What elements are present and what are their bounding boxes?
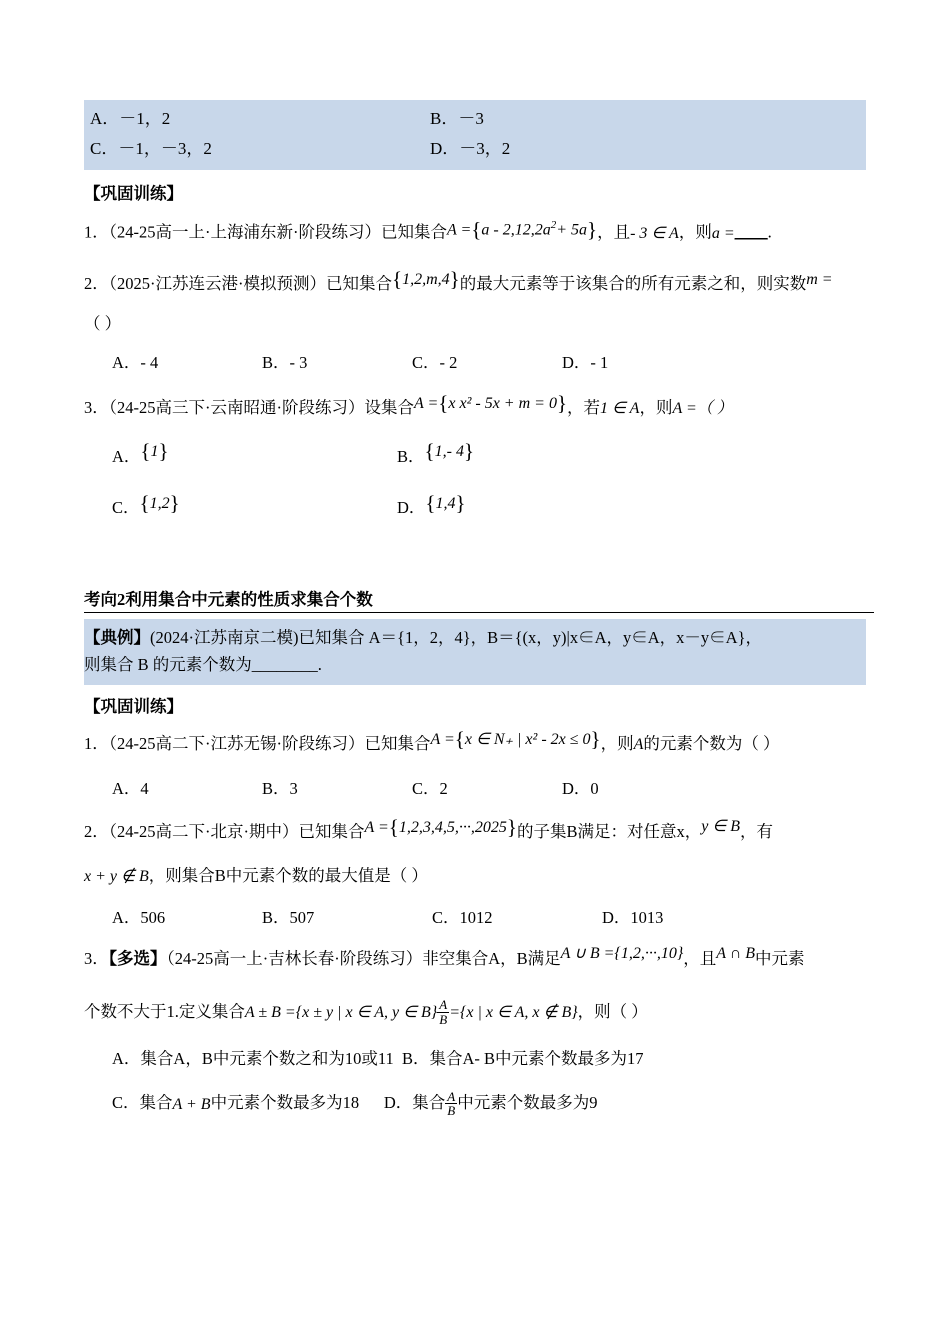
s2q1-option-b[interactable]: B．3 [262, 778, 298, 798]
s2-question-2-line2 [84, 863, 874, 890]
q2-option-b[interactable]: B．- 3 [262, 353, 308, 373]
q1-text-before: 已知集合 [380, 222, 447, 242]
s2q2-cond-2: x + y ∉ B [84, 867, 149, 885]
s2q3-text-mid: ，且 [683, 948, 717, 968]
s2q1-text-mid: ，则 [600, 734, 634, 754]
q1-condition: - 3 ∈ A [630, 224, 679, 242]
s2q2-source: （24-25高二下·北京·期中） [108, 821, 299, 841]
q3-source: （24-25高三下·云南昭通·阶段练习） [108, 398, 365, 418]
s2q3-def-2: ={x | x ∈ A, x ∉ B} [449, 1004, 578, 1022]
option-d[interactable]: D．－3，2 [430, 139, 511, 158]
q2-paren: （ ） [84, 314, 122, 334]
typical-line-2: 则集合 B 的元素个数为________. [84, 655, 322, 675]
s2q2-text-before: 已知集合 [298, 821, 365, 841]
s2q1-var: A [633, 736, 644, 754]
s2q3-option-b[interactable]: B．集合A- B中元素个数最多为17 [401, 1049, 644, 1069]
option-c[interactable]: C．－1，－3，2 [90, 139, 212, 158]
q3-condition: 1 ∈ A [600, 400, 640, 418]
s2q1-option-c[interactable]: C．2 [412, 778, 448, 798]
s2-question-2 [84, 814, 874, 847]
q3-options-row-2 [84, 491, 874, 522]
typical-label: 【典例】 [84, 628, 150, 648]
s2q3-def-1: A ± B ={x ± y | x ∈ A, y ∈ B} [244, 1004, 438, 1022]
top-options-row-1 [90, 104, 860, 134]
q3-option-c[interactable]: C．{1,2} [112, 491, 180, 518]
s2q1-number: 1． [84, 734, 109, 754]
typical-example-block [84, 619, 866, 685]
q3-text-mid: ，若 [567, 398, 601, 418]
s2q1-option-a[interactable]: A．4 [112, 778, 149, 798]
q3-option-d[interactable]: D．{1,4} [397, 491, 466, 518]
q3-answer: A =（ ） [672, 400, 733, 418]
q2-number: 2． [84, 274, 109, 294]
q3-options-row-1 [84, 439, 874, 471]
s2q2-options [84, 904, 874, 928]
document-content [84, 100, 874, 1119]
q3-option-a[interactable]: A．{1} [112, 439, 169, 466]
s2q3-option-d[interactable]: D．集合 $\frac{A}{B}$ 中元素个数最多为9 [383, 1088, 598, 1119]
s2-question-1 [84, 726, 874, 759]
q2-set: {1,2,m,4} [392, 267, 460, 292]
s2q1-options [84, 775, 874, 799]
q2-text-before: 已知集合 [326, 274, 392, 294]
q2-option-d[interactable]: D．- 1 [562, 353, 609, 373]
s2q2-number: 2． [84, 821, 109, 841]
q2-text-mid: 的最大元素等于该集合的所有元素之和，则实数 [459, 274, 807, 294]
q3-text-after: ，则 [639, 398, 673, 418]
s2q3-option-c-math: A + B [172, 1095, 211, 1113]
s2q3-line2-before: 个数不大于1.定义集合 [84, 1002, 245, 1022]
s2q3-line2-after: ，则（ ） [577, 1002, 648, 1022]
s2q3-text-before: 非空集合A，B满足 [422, 948, 561, 968]
q2-answer-var: m = [806, 270, 833, 288]
s2q1-source: （24-25高二下·江苏无锡·阶段练习） [108, 734, 365, 754]
s2q2-option-c[interactable]: C．1012 [432, 907, 493, 927]
top-options-block [84, 100, 866, 170]
s2q3-number: 3． [84, 948, 109, 968]
question-3 [84, 390, 874, 423]
q3-option-a-set: {1} [140, 439, 169, 464]
s2q2-cond-1: y ∈ B [701, 818, 741, 836]
s2q1-text-before: 已知集合 [364, 734, 431, 754]
q1-number: 1． [84, 222, 109, 242]
typical-text-1: 已知集合 A＝{1，2，4}，B＝{(x，y)|x∈A，y∈A，x－y∈A}， [298, 628, 762, 648]
q1-text-after: ，则 [678, 222, 712, 242]
question-2 [84, 267, 874, 299]
s2q2-formula: A ={1,2,3,4,5,···,2025} [364, 814, 517, 839]
s2q3-option-a[interactable]: A．集合A，B中元素个数之和为10或11 [112, 1049, 394, 1069]
s2q3-source: （24-25高一上·吉林长春·阶段练习） [166, 948, 423, 968]
q3-number: 3． [84, 398, 109, 418]
section-heading-kaoxiang-2: 考向2利用集合中元素的性质求集合个数 [84, 586, 874, 613]
top-options-row-2 [90, 134, 860, 164]
s2q3-fraction: $\frac{A}{B}$ [439, 997, 448, 1027]
s2q3-cond-2: A ∩ B [716, 945, 756, 963]
s2q1-text-after: 的元素个数为（ ） [643, 734, 780, 754]
q3-text-before: 设集合 [364, 398, 414, 418]
q3-option-c-set: {1,2} [139, 491, 180, 516]
q3-option-d-set: {1,4} [425, 491, 466, 516]
s2q3-cond-1: A ∪ B ={1,2,···,10} [560, 945, 684, 963]
s2q2-option-a[interactable]: A．506 [112, 907, 166, 927]
q2-source: （2025·江苏连云港·模拟预测） [108, 274, 326, 294]
s2q3-options-row-2 [84, 1089, 874, 1118]
q1-period: . [767, 222, 772, 242]
q1-formula: $A =\{a - 2,12,2a^2+ 5a\}$ [446, 217, 598, 242]
s2q3-options-row-1 [84, 1045, 874, 1069]
option-b[interactable]: B．－3 [430, 109, 484, 128]
consolidate-label-2: 【巩固训练】 [84, 697, 183, 717]
q1-text-mid: ，且 [597, 222, 631, 242]
q1-blank[interactable]: ____ [734, 222, 768, 242]
s2-question-3 [84, 946, 874, 973]
s2q2-text-mid-2: ，有 [740, 821, 774, 841]
q2-option-c[interactable]: C．- 2 [412, 353, 458, 373]
q1-answer-var: a = [711, 224, 735, 242]
s2-question-3-line2 [84, 999, 874, 1027]
s2q3-text-after: 中元素 [755, 948, 805, 968]
q3-option-b[interactable]: B．{1,- 4} [397, 439, 475, 466]
option-a[interactable]: A．－1，2 [90, 109, 171, 128]
s2q2-option-b[interactable]: B．507 [262, 907, 315, 927]
q2-options [84, 349, 874, 373]
s2q3-multi-label: 【多选】 [108, 948, 167, 968]
typical-line-1 [84, 624, 860, 651]
q3-option-b-set: {1,- 4} [424, 439, 475, 464]
q3-formula: A ={x x² - 5x + m = 0} [413, 390, 568, 415]
s2q1-formula: A ={x ∈ N₊ | x² - 2x ≤ 0} [430, 726, 601, 751]
s2q2-option-d[interactable]: D．1013 [602, 907, 664, 927]
s2q1-option-d[interactable]: D．0 [562, 778, 599, 798]
typical-source: (2024·江苏南京二模) [150, 628, 299, 648]
s2q3-option-c[interactable]: C．集合A + B中元素个数最多为18 [112, 1093, 360, 1113]
q1-source: （24-25高一上·上海浦东新·阶段练习） [108, 222, 381, 242]
s2q2-text-after: ，则集合B中元素个数的最大值是（ ） [148, 865, 428, 885]
q2-option-a[interactable]: A．- 4 [112, 353, 159, 373]
s2q2-text-mid: 的子集B满足：对任意x， [516, 821, 702, 841]
question-1 [84, 218, 874, 249]
consolidate-label-1: 【巩固训练】 [84, 184, 183, 203]
s2q3-option-d-fraction: $\frac{A}{B}$ [447, 1088, 456, 1119]
